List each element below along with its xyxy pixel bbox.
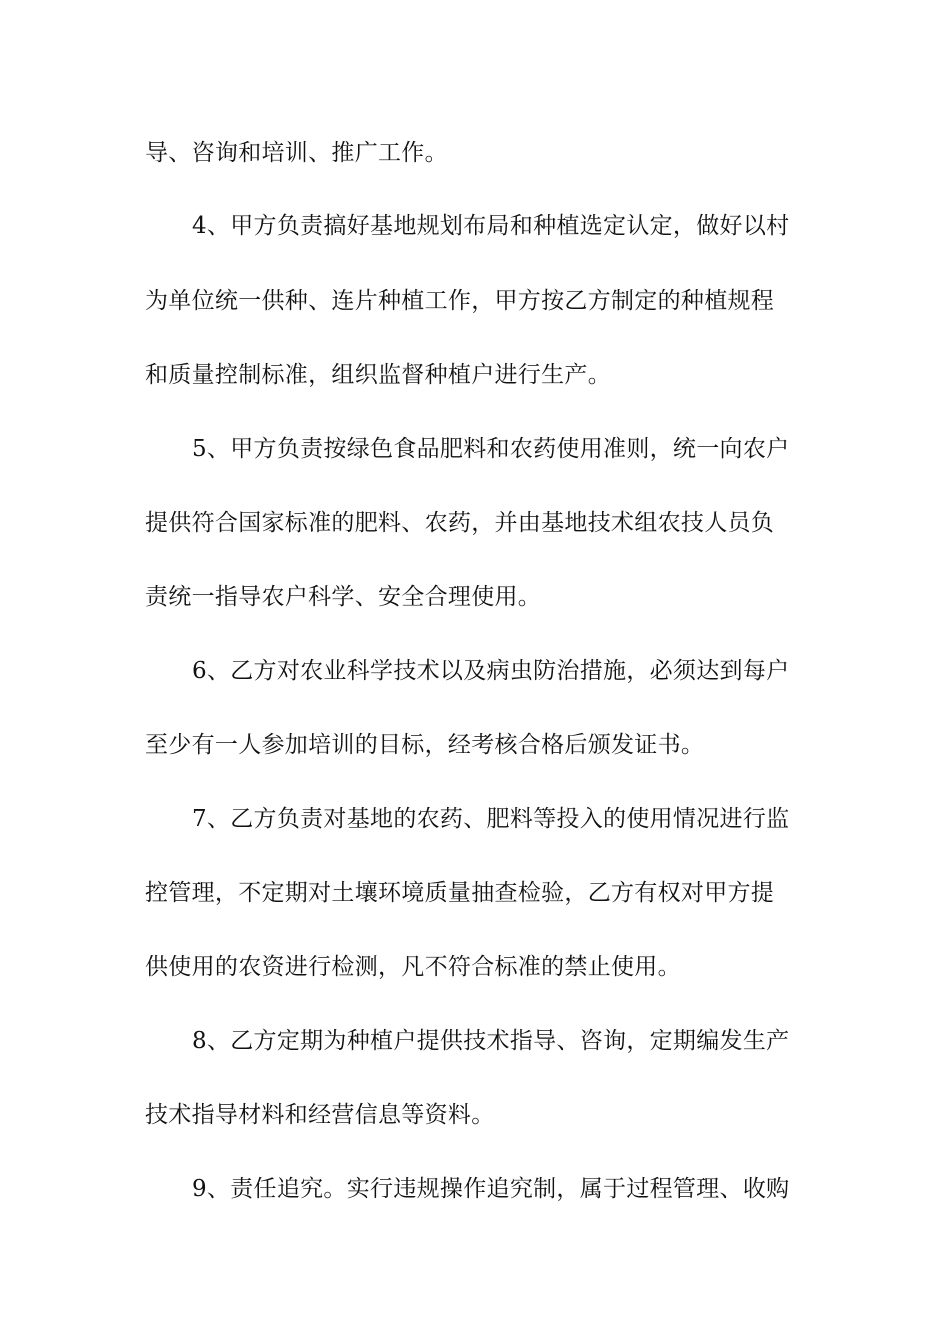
clause-4-line-2: 为单位统一供种、连片种植工作，甲方按乙方制定的种植规程 <box>145 288 775 314</box>
clause-6-line-1: 6、乙方对农业科学技术以及病虫防治措施，必须达到每户 <box>192 658 790 684</box>
clause-5-line-3: 责统一指导农户科学、安全合理使用。 <box>145 584 542 610</box>
clause-9-line-1: 9、责任追究。实行违规操作追究制，属于过程管理、收购 <box>192 1176 790 1202</box>
clause-4-line-3: 和质量控制标准，组织监督种植户进行生产。 <box>145 362 611 388</box>
clause-5-line-2: 提供符合国家标准的肥料、农药，并由基地技术组农技人员负 <box>145 510 775 536</box>
clause-7-line-1: 7、乙方负责对基地的农药、肥料等投入的使用情况进行监 <box>192 806 790 832</box>
clause-6-line-2: 至少有一人参加培训的目标，经考核合格后颁发证书。 <box>145 732 705 758</box>
clause-7-line-2: 控管理，不定期对土壤环境质量抽查检验，乙方有权对甲方提 <box>145 880 775 906</box>
clause-8-line-2: 技术指导材料和经营信息等资料。 <box>145 1102 495 1128</box>
text-line: 导、咨询和培训、推广工作。 <box>145 140 448 166</box>
clause-5-line-1: 5、甲方负责按绿色食品肥料和农药使用准则，统一向农户 <box>192 436 790 462</box>
clause-4-line-1: 4、甲方负责搞好基地规划布局和种植选定认定，做好以村 <box>192 213 790 239</box>
clause-8-line-1: 8、乙方定期为种植户提供技术指导、咨询，定期编发生产 <box>192 1028 790 1054</box>
clause-7-line-3: 供使用的农资进行检测，凡不符合标准的禁止使用。 <box>145 954 681 980</box>
